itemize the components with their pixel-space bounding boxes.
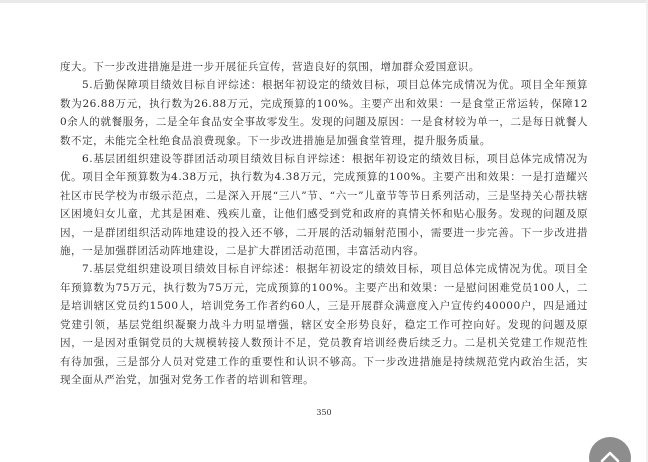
paragraph-continuation: 度大。下一步改进措施是进一步开展征兵宣传，营造良好的氛围，增加群众爱国意识。 [60, 61, 480, 73]
page-number: 350 [316, 408, 332, 417]
page-top-divider [0, 0, 648, 3]
document-body [60, 58, 588, 389]
paragraph-party-building: 7.基层党组织建设项目绩效目标自评综述：根据年初设定的绩效目标，项目总体完成情况为优。项目全年预算数为75万元，执行数为75万元，完成预算的100%。主要产出和效果：一是慰问困难党员100人，二是培训辖区党员约1500人，培训党务工作者约60人，三是开展群众满意度入户宣传约40000户，四是通过党建引领，基层党组织凝聚力战斗力明显增强，辖区安全形势良好，稳定工作可控向好。发现的问题及原因，一是因对重铜党员的大规模转接人数预计不足，党员教育培训经费后续乏力。二是机关党建工作规范性有待加强，三是部分人员对党建工作的重要性和认识不够高。下一步改进措施是持续规范党内政治生活，实现全面从严治党，加强对党务工作者的培训和管理。 [60, 263, 588, 386]
paragraph-logistics: 5.后勤保障项目绩效目标自评综述：根据年初设定的绩效目标，项目总体完成情况为优。项目全年预算数为26.88万元，执行数为26.88万元，完成预算的100%。主要产出和效果：一是食堂正常运转，保障120余人的就餐服务，二是全年食品安全事故零发生。发现的问题及原因：一是食材较为单一，二是每日就餐人数不定，未能完全杜绝食品浪费现象。下一步改进措施是加强食堂管理，提升服务质量。 [60, 79, 588, 147]
chevron-up-icon [598, 446, 622, 462]
scroll-to-top-button[interactable] [589, 437, 631, 462]
paragraph-group-activities: 6.基层团组织建设等群团活动项目绩效目标自评综述：根据年初设定的绩效目标，项目总体完成情况为优。项目全年预算数为4.38万元，执行数为4.38万元，完成预算的100%。主要产出和效果：一是打造耀兴社区市民学校为市级示范点，二是深入开展“三八”节、“六一”儿童节等节日系列活动，三是坚持关心帮扶辖区困境妇女儿童，尤其是困难、残疾儿童，让他们感受到党和政府的真情关怀和贴心服务。发现的问题及原因，一是群团组织活动阵地建设的投入还不够，二开展的活动辐射范围小，需要进一步完善。下一步改进措施，一是加强群团活动阵地建设，二是扩大群团活动范围，丰富活动内容。 [60, 153, 588, 258]
